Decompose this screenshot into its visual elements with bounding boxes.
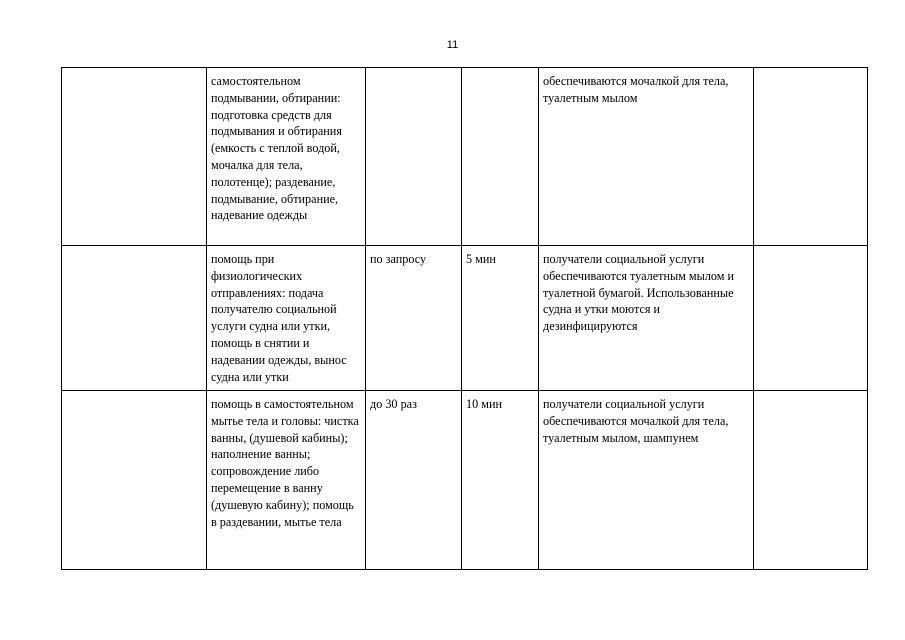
table-row [62, 246, 868, 391]
empty-cell [754, 246, 868, 391]
conditions-cell: получатели социальной услуги обеспечиваются туалетным мылом и туалетной бумагой. Использованные судна и утки моются и дезинфицируются [539, 246, 754, 391]
duration-cell: 10 мин [462, 391, 539, 570]
frequency-cell [366, 68, 462, 246]
conditions-cell: обеспечиваются мочалкой для тела, туалетным мылом [539, 68, 754, 246]
duration-cell: 5 мин [462, 246, 539, 391]
empty-cell [62, 246, 207, 391]
table-row [62, 391, 868, 570]
empty-cell [754, 391, 868, 570]
empty-cell [754, 68, 868, 246]
page-number: 11 [446, 39, 459, 51]
empty-cell [62, 68, 207, 246]
conditions-cell: получатели социальной услуги обеспечиваются мочалкой для тела, туалетным мылом, шампунем [539, 391, 754, 570]
service-description-cell: самостоятельном подмывании, обтирании: подготовка средств для подмывания и обтирания (емкость с теплой водой, мочалка для тела, полотенце); раздевание, подмывание, обтирание, надевание одежды [207, 68, 366, 246]
service-description-cell: помощь в самостоятельном мытье тела и головы: чистка ванны, (душевой кабины); наполнение ванны; сопровождение либо перемещение в ванну (душевую кабину); помощь в раздевании, мытье тела [207, 391, 366, 570]
frequency-cell: по запросу [366, 246, 462, 391]
empty-cell [62, 391, 207, 570]
service-description-cell: помощь при физиологических отправлениях: подача получателю социальной услуги судна или утки, помощь в снятии и надевании одежды, вынос судна или утки [207, 246, 366, 391]
frequency-cell: до 30 раз [366, 391, 462, 570]
services-table [61, 67, 868, 570]
duration-cell [462, 68, 539, 246]
table-row [62, 68, 868, 246]
